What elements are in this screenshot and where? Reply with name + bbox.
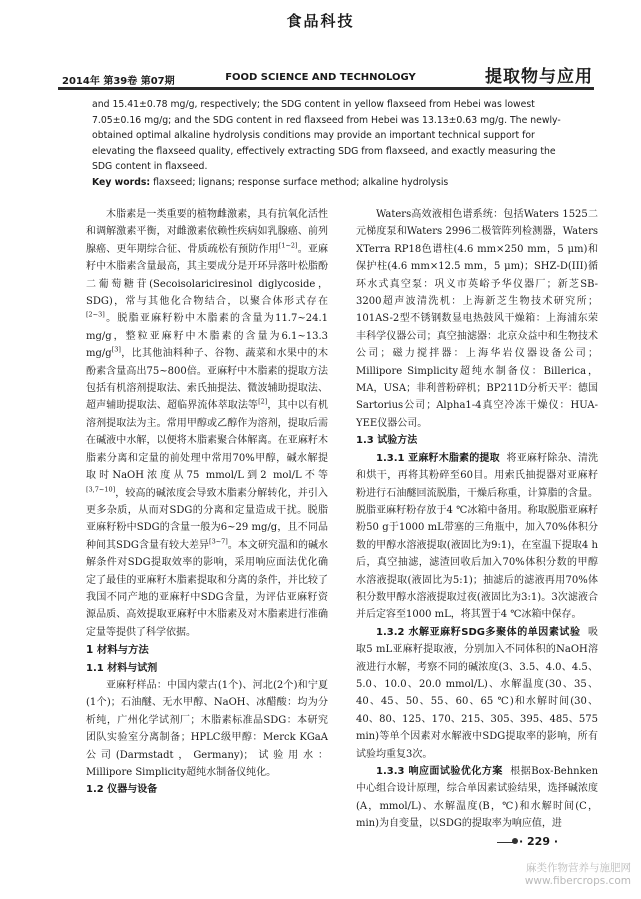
heading-extraction: 1.3.1 亚麻籽木脂素的提取 — [376, 452, 500, 464]
heading-materials-reagents: 1.1 材料与试剂 — [86, 662, 158, 674]
heading-rsm: 1.3.3 响应面试验优化方案 — [376, 766, 503, 777]
single-factor-paragraph: 1.3.2 水解亚麻籽SDG多聚体的单因素试验 吸取5 mL亚麻籽提取液，分别加入不同体积的NaOH溶液进行水解，考察不同的碱浓度(3、3.5、4.0、4.5、5.0、10.0、20.0 mmol/L)、水解温度(30、35、40、45、50、55、60、65 ℃)和水解时间(30、40、80、125、170、215、305、395、485、575 min)等单个因素对水解液中SDG提取率的影响，所有试验均重复3次。 — [356, 626, 598, 760]
heading-instruments: 1.2 仪器与设备 — [86, 784, 158, 796]
journal-title-en: FOOD SCIENCE AND TECHNOLOGY — [225, 72, 416, 83]
citation: [3,7~10] — [86, 485, 116, 494]
intro-paragraph: 木脂素是一类重要的植物雌激素，具有抗氧化活性和调解激素平衡，对雌激素依赖性疾病如乳腺癌、前列腺癌、更年期综合征、骨质疏松有预防作用[1~2]。亚麻籽中木脂素含量最高，其主要成分是开环异落叶松脂酚二葡萄糖苷(Secoisolariciresinol diglycoside，SDG)，常与其他化合物结合，以聚合体形式存在[2~3]。脱脂亚麻籽粉中木脂素的含量为11.7~24.1 mg/g，整粒亚麻籽中木脂素的含量为6.1~13.3 mg/g[3]，比其他油料种子、谷物、蔬菜和水果中的木酚素含量高出75~800倍。亚麻籽中木脂素的提取方法包括有机溶剂提取法、索氏抽提法、微波辅助提取法、超声辅助提取法、超临界流体萃取法等[2]，其中以有机溶剂提取法为主。常用甲醇或乙醇作为溶剂，提取后需在碱液中水解，以便将木脂素聚合体解离。在亚麻籽木脂素分离和定量的前处理中常用70%甲醇，碱水解提取时NaOH浓度从75 mmol/L到2 mol/L不等[3,7~10]，较高的碱浓度会导致木脂素分解转化，并引入更多杂质，从而对SDG的分离和定量造成干扰。脱脂亚麻籽粉中SDG的含量一般为6~29 mg/g，且不同品种间其SDG含量有较大差异[3~7]。本文研究温和的碱水解条件对SDG提取效率的影响，采用响应面法优化确定了最佳的亚麻籽木脂素提取和分离的条件，并比较了我国不同产地的亚麻籽中SDG含量，为评估亚麻籽资源品质、高效提取亚麻籽中木脂素及对木脂素进行准确定量等提供了科学依据。 — [86, 209, 329, 638]
materials-paragraph: 亚麻籽样品：中国内蒙古(1个)、河北(2个)和宁夏(1个)；石油醚、无水甲醇、NaOH、冰醋酸：均为分析纯，广州化学试剂厂；木脂素标准品SDG：本研究团队实验室分离制备；HPLC级甲醇：Merck KGaA公司(Darmstadt，Germany)；试验用水：Millipore Simplicity超纯水制备仪纯化。 — [86, 679, 328, 778]
journal-title-cn: 食品科技 — [286, 12, 355, 30]
heading-single-factor: 1.3.2 水解亚麻籽SDG多聚体的单因素试验 — [376, 626, 581, 638]
keywords-label: Key words: — [92, 176, 151, 188]
citation: [3~7] — [209, 537, 228, 546]
left-column — [86, 206, 328, 799]
equipment-paragraph: Waters高效液相色谱系统：包括Waters 1525二元梯度泵和Waters 2996二极管阵列检测器，Waters XTerra RP18色谱柱(4.6 mm×250 mm，5 μm)和保护柱(4.6 mm×12.5 mm，5 μm)；SHZ-D(III)循环水式真空泵：巩义市英峪予华仪器厂；新芝SB-3200超声波清洗机：上海新芝生物技术研究所；101AS-2型不锈钢数显电热鼓风干燥箱：上海浦东荣丰科学仪器公司；真空抽滤器：北京众益中和生物技术公司；磁力搅拌器：上海华岩仪器设备公司；Millipore Simplicity超纯水制备仪：Billerica，MA，USA；非利普粉碎机；BP211D分析天平：德国Sartorius公司；Alpha1-4真空冷冻干燥仪：HUA-YEE仪器公司。 — [356, 209, 598, 429]
abstract-text: and 15.41±0.78 mg/g, respectively; the SDG content in yellow flaxseed from Hebei was lowest 7.05±0.16 mg/g; and the SDG content in red flaxseed from Hebei was 13.13±0.63 mg/g. The newly-obtained optimal alkaline hydrolysis conditions may provide an important technical support for elevating the flaxseed quality, effectively extracting SDG from flaxseed, and exactly measuring the SDG content in flaxseed. — [92, 99, 561, 172]
citation: [3] — [111, 345, 121, 354]
abstract-block — [92, 97, 570, 190]
citation: [2] — [258, 398, 268, 407]
year-issue: 2014年 第39卷 第07期 — [62, 76, 175, 87]
page-number: · 229 · — [519, 835, 558, 848]
rsm-paragraph: 1.3.3 响应面试验优化方案 根据Box-Behnken中心组合设计原理，综合单因素试验结果，选择碱浓度(A，mmol/L)、水解温度(B，℃)和水解时间(C，min)为自变量，以SDG的提取率为响应值，进 — [356, 766, 599, 830]
extraction-paragraph: 1.3.1 亚麻籽木脂素的提取 将亚麻籽除杂、清洗和烘干，再将其粉碎至60目。用索氏抽提器对亚麻籽粉进行石油醚回流脱脂，干燥后称重，计算脂的含量。脱脂亚麻籽粉存放于4 ℃冰箱中备用。称取脱脂亚麻籽粉50 g于1000 mL带塞的三角瓶中，加入70%体积分数的甲醇水溶液提取(液固比为9:1)，在室温下提取4 h后，真空抽滤，滤渣回收后加入70%体积分数的甲醇水溶液提取(液固比为5:1)；抽滤后的滤液再用70%体积分数甲醇水溶液提取过夜(液固比为3:1)。3次滤液合并后定容至1000 mL，将其置于4 ℃冰箱中保存。 — [356, 452, 599, 621]
section-title: 提取物与应用 — [485, 67, 593, 87]
page-number-dot — [512, 838, 518, 844]
watermark — [525, 862, 631, 888]
citation: [1~2] — [278, 241, 298, 250]
header-rule — [58, 87, 594, 90]
citation: [2~3] — [86, 311, 105, 320]
watermark-url: www.fibercrops.com — [524, 875, 631, 887]
right-column — [356, 206, 598, 833]
keywords: flaxseed; lignans; response surface method; alkaline hydrolysis — [150, 176, 449, 188]
watermark-cn: 麻类作物营养与施肥网 — [526, 862, 631, 874]
heading-materials-methods: 1 材料与方法 — [86, 644, 149, 657]
heading-test-methods: 1.3 试验方法 — [356, 435, 418, 447]
